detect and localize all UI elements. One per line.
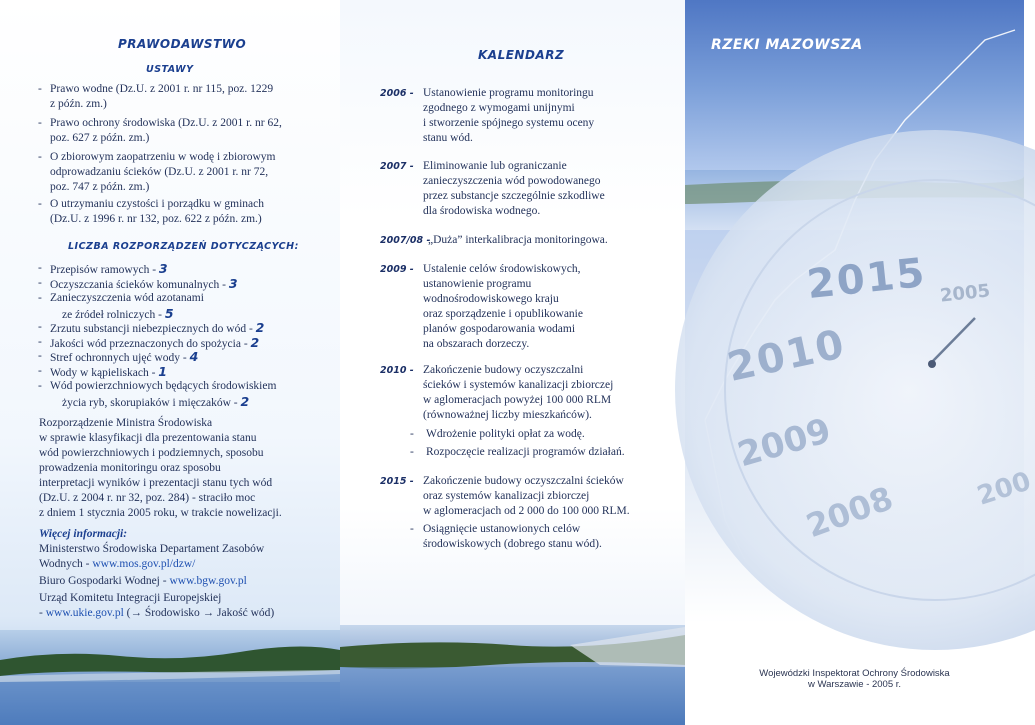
calendar-bullet: -: [410, 428, 414, 440]
calendar-year: 2010 -: [380, 365, 414, 376]
ministry-contact: Ministerstwo Środowiska Departament Zasobów Wodnych - www.mos.gov.pl/dzw/: [39, 543, 265, 570]
rivers-title: RZEKI MAZOWSZA: [711, 37, 863, 53]
river-landscape-image: [340, 625, 685, 725]
biuro-link[interactable]: www.bgw.gov.pl: [169, 575, 247, 587]
right-panel: [685, 0, 1035, 725]
calendar-year: 2007/08 -: [380, 235, 431, 246]
regulation-item: - Przepisów ramowych - 3: [38, 261, 168, 276]
calendar-bullet: -: [410, 446, 414, 458]
calendar-entry: „Duża” interkalibracja monitoringowa.: [428, 234, 608, 246]
calendar-entry: Osiągnięcie ustanowionych celów środowiskowych (dobrego stanu wód).: [423, 523, 602, 550]
legislation-heading: PRAWODAWSTWO: [118, 37, 247, 51]
calendar-heading: KALENDARZ: [478, 48, 565, 62]
regulation-item: - Wód powierzchniowych będących środowiskiem życia ryb, skorupiaków i mięczaków - 2: [38, 380, 277, 409]
more-info-heading: Więcej informacji:: [39, 528, 128, 540]
dial-year-2010: 2010: [723, 321, 850, 391]
dial-year-partial: 200: [973, 466, 1035, 512]
regulation-item: - Wody w kąpieliskach - 1: [38, 364, 167, 379]
regulation-item: - Zanieczyszczenia wód azotanami ze źródeł rolniczych - 5: [38, 292, 204, 321]
act-item: - O zbiorowym zaopatrzeniu w wodę i zbiorowym odprowadzaniu ścieków (Dz.U. z 2001 r. nr 72, poz. 747 z późn. zm.): [38, 151, 276, 193]
calendar-year: 2006 -: [380, 88, 414, 99]
left-panel: [0, 0, 340, 725]
act-item: - O utrzymaniu czystości i porządku w gminach (Dz.U. z 1996 r. nr 132, poz. 622 z późn. zm.): [38, 198, 264, 225]
regulation-item: - Zrzutu substancji niebezpiecznych do wód - 2: [38, 320, 265, 335]
publisher-footer: Wojewódzki Inspektorat Ochrony Środowiska w Warszawie - 2005 r.: [759, 668, 950, 690]
calendar-entry: Eliminowanie lub ograniczanie zanieczyszczenia wód powodowanego przez substancje szczególnie szkodliwe dla środowiska wodnego.: [423, 160, 605, 217]
regulation-paragraph: Rozporządzenie Ministra Środowiska w sprawie klasyfikacji dla prezentowania stanu wód powierzchniowych i podziemnych, sposobu prowadzenia monitoringu oraz sposobu interpretacji wyników i prezentacji stanu tych wód (Dz.U. z 2004 r. nr 32, poz. 284) - straciło moc z dniem 1 stycznia 2005 roku, w trakcie nowelizacji.: [39, 417, 282, 519]
calendar-entry: Wdrożenie polityki opłat za wodę.: [426, 428, 585, 440]
ukie-contact: Urząd Komitetu Integracji Europejskiej - www.ukie.gov.pl (→ Środowisko → Jakość wód): [39, 592, 275, 619]
calendar-entry: Ustalenie celów środowiskowych, ustanowienie programu wodnośrodowiskowego kraju oraz sporządzenie i opublikowanie planów gospodarowania wodami na obszarach dorzeczy.: [423, 263, 583, 350]
regulation-item: - Stref ochronnych ujęć wody - 4: [38, 349, 199, 364]
ukie-link[interactable]: www.ukie.gov.pl: [45, 607, 124, 619]
ministry-link[interactable]: www.mos.gov.pl/dzw/: [92, 558, 196, 570]
acts-subheading: USTAWY: [146, 64, 194, 75]
regulation-item: - Oczyszczania ścieków komunalnych - 3: [38, 276, 238, 291]
calendar-entry: Zakończenie budowy oczyszczalni ścieków oraz systemów kanalizacji zbiorczej w aglomeracjach od 2 000 do 100 000 RLM.: [423, 475, 630, 517]
act-item: - Prawo ochrony środowiska (Dz.U. z 2001 r. nr 62, poz. 627 z późn. zm.): [38, 117, 282, 144]
calendar-year: 2015 -: [380, 476, 414, 487]
regulation-item: - Jakości wód przeznaczonych do spożycia - 2: [38, 335, 260, 350]
dial-year-2015: 2015: [804, 249, 929, 309]
dial-year-2009: 2009: [733, 410, 836, 476]
calendar-year: 2009 -: [380, 264, 414, 275]
regulations-heading: LICZBA ROZPORZĄDZEŃ DOTYCZĄCYCH:: [68, 241, 299, 252]
calendar-entry: Ustanowienie programu monitoringu zgodnego z wymogami unijnymi i stworzenie spójnego systemu oceny stanu wód.: [423, 87, 595, 144]
act-item: - Prawo wodne (Dz.U. z 2001 r. nr 115, poz. 1229 z późn. zm.): [38, 83, 274, 110]
river-landscape-image: [0, 630, 340, 725]
dial-year-2008: 2008: [801, 478, 898, 546]
calendar-year: 2007 -: [380, 161, 414, 172]
biuro-contact: Biuro Gospodarki Wodnej - www.bgw.gov.pl: [39, 575, 247, 587]
calendar-entry: Zakończenie budowy oczyszczalni ścieków i systemów kanalizacji zbiorczej w aglomeracjach powyżej 100 000 RLM (równoważnej liczby mieszkańców).: [423, 364, 614, 421]
calendar-entry: Rozpoczęcie realizacji programów działań.: [426, 446, 625, 458]
calendar-bullet: -: [410, 523, 414, 535]
middle-panel: [340, 0, 685, 725]
dial-year-2005: 2005: [939, 280, 992, 307]
